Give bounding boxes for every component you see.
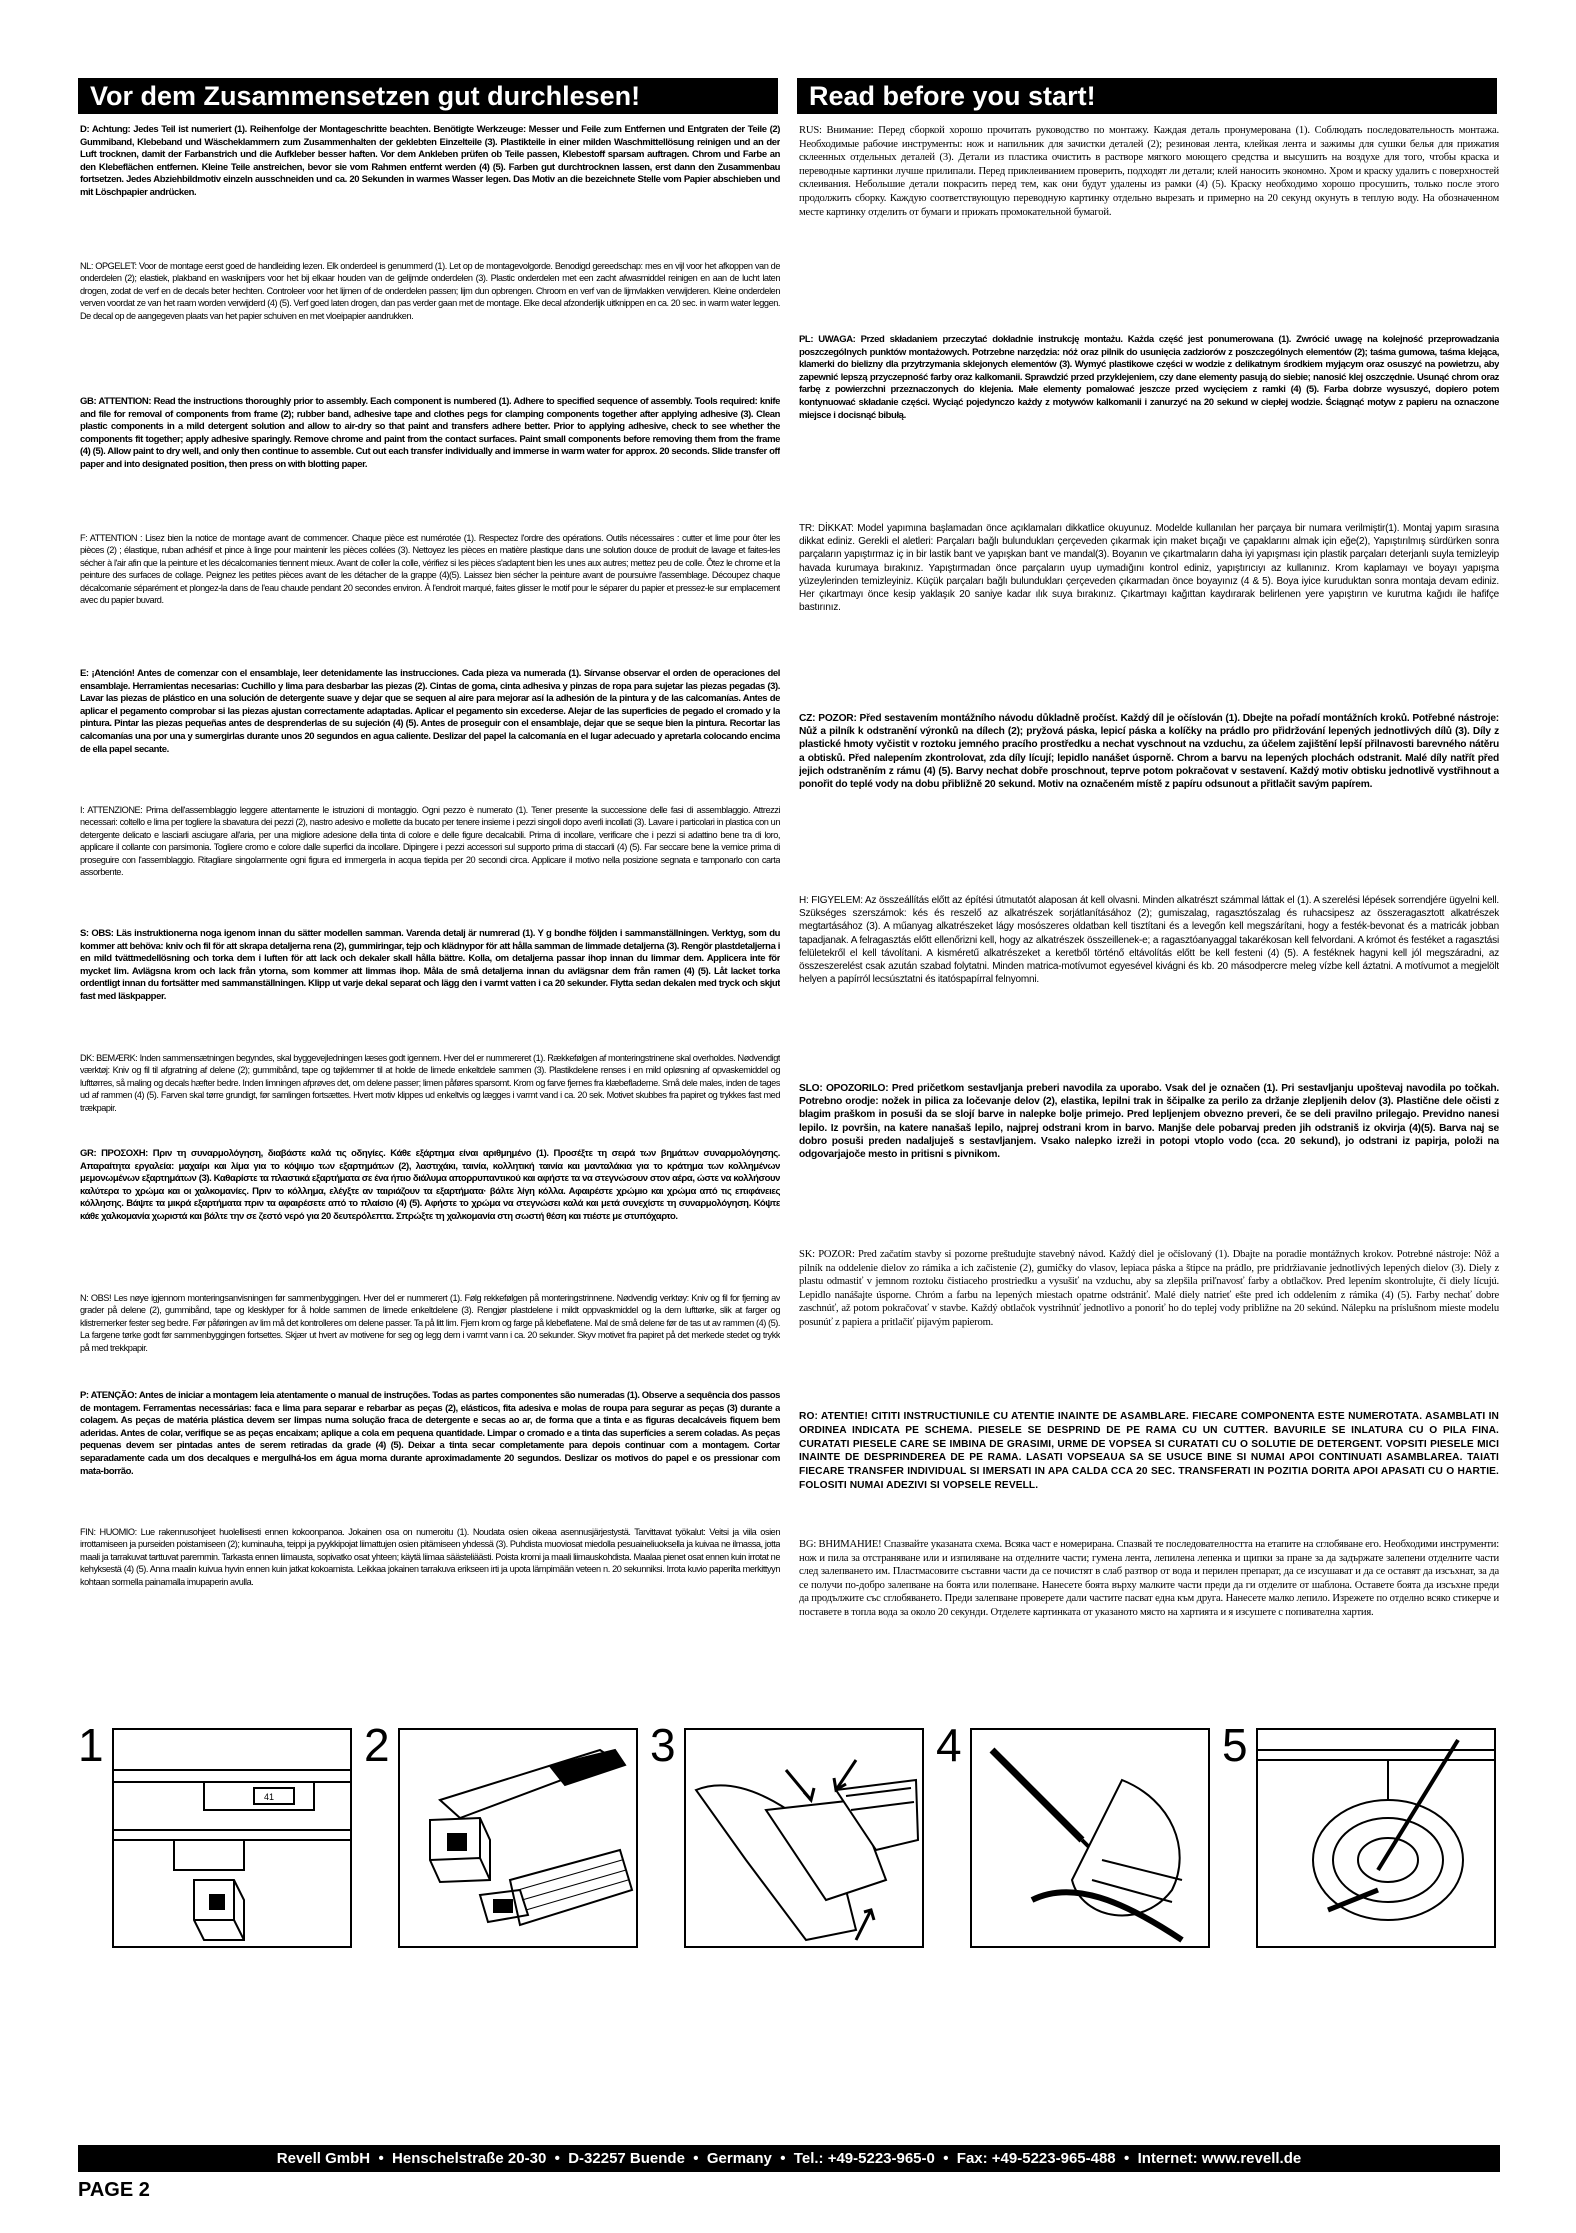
step-3 <box>650 1719 925 1952</box>
instruction-paragraph-no: N: OBS! Les nøye igjennom monteringsanvisningen før sammenbyggingen. Hver del er nummerert (1). Følg rekkefølgen på monteringstrinnene. Nødvendig verktøy: Kniv og fil for fjerning av grader på delene (2), gummibånd, tape og klesklyper for å holde sammen de limede enkeltdelene (3). Rengjør plastdelene i mildt oppvaskmiddel og la dem lufttørke, slik at farger og klistremerker fester seg bedre. Før påføringen av lim må det kontrolleres om delene passer. Ta på litt lim. Fjern krom og farge på klebeflatene. Mal de små delene før de tas ut av rammen (4) (5). La fargene tørke godt før sammenbyggingen fortsettes. Skjær ut hvert av motivene for seg og legg dem i varmt vann i ca. 20 sekunder. Skyv motivet fra papiret på det merkede stedet og trykk på med trekkpapir. <box>80 1293 780 1353</box>
step-illustrations <box>78 1719 1500 1952</box>
painting-on-frame-illustration-icon <box>1256 1728 1496 1948</box>
step-2 <box>364 1719 639 1952</box>
instruction-paragraph-de: D: Achtung: Jedes Teil ist numeriert (1). Reihenfolge der Montageschritte beachten. Benötigte Werkzeuge: Messer und Feile zum Entfernen und Entgraten der Teile (2) Gummiband, Klebeband und Wäscheklammern zum Zusammenhalten der geklebten Einzelteile (3). Plastikteile in einer milden Waschmittellösung reinigen und an der Luft trocknen, damit der Farbanstrich und die Aufkleber besser haften. Vor dem Ankleben prüfen ob Teile passen, Klebestoff sparsam auftragen. Chrom und Farbe an den Klebeflächen entfernen. Kleine Teile anstreichen, bevor sie vom Rahmen entfernt werden (4) (5). Farben gut durchtrocknen lassen, erst dann den Zusammenbau fortsetzen. Jedes Abziehbildmotiv einzeln ausschneiden und ca. 20 Sekunden in warmes Wasser legen. Das Motiv an die bezeichnete Stelle vom Papier abschieben und mit Löschpapier andrücken. <box>80 124 780 198</box>
step-1 <box>78 1719 353 1952</box>
instruction-paragraph-pt: P: ATENÇÃO: Antes de iniciar a montagem leia atentamente o manual de instruções. Todas as partes componentes são numeradas (1). Observe a sequência dos passos de montagem. Ferramentas necessárias: faca e lima para separar e rebarbar as peças (2), elásticos, fita adesiva e molas de roupa para segurar as peças (3) durante a colagem. As peças de matéria plástica devem ser limpas numa solução fraca de detergente e secas ao ar, de forma que a tinta e as figuras decalcáveis fiquem bem aderidas. Antes de colar, verifique se as peças encaixam; aplique a cola em pequena quantidade. Limpar o cromado e a tinta das superfícies a serem coladas. As peças pequenas devem ser pintadas antes de serem retiradas da grade (4) (5). Deixar a tinta secar completamente para depois continuar com a montagem. Cortar separadamente cada um dos decalques e mergulhá-los em água morna durante aproximadamente 20 segundos. Deslizar os motivos do papel e os pressionar com mata-borrão. <box>80 1390 780 1477</box>
step-number: 1 <box>78 1719 104 1771</box>
header-left-title: Vor dem Zusammensetzen gut durchlesen! <box>78 78 778 114</box>
step-number: 4 <box>936 1719 962 1771</box>
knife-and-file-illustration-icon <box>398 1728 638 1948</box>
step-number: 2 <box>364 1719 390 1771</box>
instruction-paragraph-ru: RUS: Внимание: Перед сборкой хорошо прочитать руководство по монтажу. Каждая деталь пронумерована (1). Соблюдать последовательность монтажа. Необходимые рабочие инструменты: нож и напильник для зачистки деталей (2); резиновая лента, клейкая лента и зажимы для сушки белья для прижатия склеенных отдельных деталей (3). Детали из пластика очистить в растворе мягкого моющего средства и высушить на воздухе для того, чтобы краска и переводные картинки лучше прилипали. Перед приклеиванием проверить, подходят ли детали; клей наносить экономно. Хром и краску удалить с поверхностей склеивания. Небольшие детали покрасить перед тем, как они будут удалены из рамки (4) (5). Краску необходимо хорошо просушить, только после этого продолжить сборку. Каждую соответствующую переводную картинку отдельно вырезать и примерно на 20 секунд окунуть в теплую воду. На обозначенном месте картинку отделить от бумаги и прижать промокательной бумагой. <box>799 125 1499 218</box>
instruction-paragraph-it: I: ATTENZIONE: Prima dell'assemblaggio leggere attentamente le istruzioni di montaggio. Ogni pezzo è numerato (1). Tener presente la successione delle fasi di assemblaggio. Attrezzi necessari: coltello e lima per togliere la sbavatura dei pezzi (2), nastro adesivo e mollette da bucato per tenere insieme i pezzi singoli dopo averli incollati (3). Lavare i particolari in plastica con un detergente delicato e lasciarli asciugare all'aria, per una migliore adesione della tinta di colore e delle figure decalcabili. Prima di incollare, verificare che i pezzi si adattino bene tra di loro, applicare il collante con parsimonia. Togliere cromo e colore dalle superfici da incollare. Dipingere i pezzi accessori sul supporto prima di staccarli (4) (5). Far seccare bene la vernice prima di proseguire con l'assemblaggio. Ritagliare singolarmente ogni figura ed immergerla in acqua tiepida per 20 secondi circa. Applicare il motivo nella posizione segnata e tamponarlo con carta assorbente. <box>80 805 780 878</box>
instruction-paragraph-es: E: ¡Atención! Antes de comenzar con el ensamblaje, leer detenidamente las instrucciones. Cada pieza va numerada (1). Sírvanse observar el orden de operaciones del ensamblaje. Herramientas necesarias: Cuchillo y lima para desbarbar las piezas (2). Cintas de goma, cinta adhesiva y pinzas de ropa para sujetar las piezas pegadas (3). Lavar las piezas de plástico en una solución de detergente suave y dejar que se sequen al aire para mejorar así la adhesión de la pintura y de las calcomanías. Antes de aplicar el pegamento comprobar si las piezas ajustan correctamente adaptadas. Aplicar el pegamento sin excederse. Alejar de las superficies de pegado el cromado y la pintura. Pintar las piezas pequeñas antes de desprenderlas de su sujeción (4) (5). Antes de proseguir con el ensamblaje, dejar que se seque bien la pintura. Recortar las calcomanías una por una y sumergirlas durante unos 20 segundos en agua caliente. Deslizar del papel la calcomanía en el lugar adecuado y apretarla colocando encima de ella papel secante. <box>80 668 780 755</box>
svg-text:41: 41 <box>264 1792 275 1802</box>
clamping-glued-parts-illustration-icon <box>684 1728 924 1948</box>
instruction-paragraph-se: S: OBS: Läs instruktionerna noga igenom innan du sätter modellen samman. Varenda detalj är numrerad (1). Y g bondhe följden i sammanställningen. Verktyg, som du kommer att behöva: kniv och fil för att skrapa detaljerna rena (2), gummiringar, tejp och klädnypor för att hålla samman de limmade detaljerna (3). Rengör plastdetaljerna i en mild tvättmedellösning och torka dem i luften för att lack och dekaler skall hålla bättre. Kolla, om detaljerna passar ihop innan du limmar dem. Applicera inte för mycket lim. Avlägsna krom och lack från ytorna, som kommer att limmas ihop. Måla de små detaljerna innan du avlägsnar dem från ramen (4) (5). Låt lacket torka ordentligt innan du fortsätter med sammanställningen. Klipp ut varje dekal separat och lägg den i varmt vatten i ca 20 sekunder. Flytta sedan dekalen med tryck och skjut fast med läskpapper. <box>80 928 780 1002</box>
header-right-title: Read before you start! <box>797 78 1497 114</box>
instruction-paragraph-hu: H: FIGYELEM: Az összeállítás előtt az építési útmutatót alaposan át kell olvasni. Minden alkatrészt számmal láttak el (1). A szerelési lépések sorrendjére ügyelni kell. Szükséges szerszámok: kés és reszelő az alkatrészek sorjátlanításához (2); gumiszalag, ragasztószalag és ruhacsipesz az összeragasztott alkatrészek megtartásához (3). A műanyag alkatrészeket lágy mosószeres oldatban kell tisztítani és a levegőn kell megszárítani, hogy a festék-bevonat és a matricák jobban tapadjanak. A felragasztás előtt ellenőrizni kell, hogy az alkatrészek összeillenek-e; a ragasztóanyaggal takarékosan kell felvordani. A krómot és festéket a ragasztási felületekről el kell távolítani. A kisméretű alkatrészeket a keretből történő eltávolítás előtt be kell festeni (4) (5). A festéknek hagyni kell jól megszáradni, az összeszerelést csak azután szabad folytatni. Minden matrica-motívumot egyesével kivágni és kb. 20 másodpercre meleg vízbe kell áztatni. A motívumot a megjelölt helyen a papírról lecsúsztatni és itatóspapírral felnyomni. <box>799 895 1499 986</box>
instruction-paragraph-fi: FIN: HUOMIO: Lue rakennusohjeet huolellisesti ennen kokoonpanoa. Jokainen osa on numeroitu (1). Noudata osien oikeaa asennusjärjestystä. Tarvittavat työkalut: Veitsi ja viila osien irrottamiseen ja purseiden poistamiseen (2); kuminauha, teippi ja pyykkipojat liimattujen osien pitämiseen yhdessä (3). Puhdista muoviosat miedolla pesuaineliuoksella ja kuivaa ne ilmassa, jotta maali ja tarrakuvat tarttuvat paremmin. Tarkasta ennen liimausta, sopivatko osat yhteen; käytä liimaa säästeliäästi. Poista kromi ja maali liimauskohdista. Maalaa pienet osat ennen kuin irrotat ne kehyksestä (4) (5). Anna maalin kuivua hyvin ennen kuin jatkat kokoamista. Leikkaa jokainen tarrakuva erikseen irti ja upota lämpimään veteen n. 20 sekunniksi. Irrota kuvio paperilta merkittyyn kohtaan sormella painamalla imupaperin avulla. <box>80 1527 780 1587</box>
instruction-paragraph-slo: SLO: OPOZORILO: Pred pričetkom sestavljanja preberi navodila za uporabo. Vsak del je označen (1). Pri sestavljanju upoštevaj navodila po točkah. Potrebno orodje: nožek in pilica za ločevanje delov (2), elastika, lepilni trak in ščipalke za perilo za držanje zlepljenih delov (3). Plastične dele očisti z blagim praškom in posuši da se slojí barve in nalepke bolje primejo. Pred lepljenjem obvezno preveri, če se deli pravilno prilegajo. Previdno nanesi lepilo. Iz površin, na katere nanašaš lepilo, najprej odstrani krom in barvo. Manjše dele pobarvaj preden jih odstraniš iz okvirja (4)(5). Barva naj se dobro posuši preden nadaljuješ s sestavljanjem. Vsako nalepko izreži in potopi vtoplo vodo (cca. 20 sekund), jo odstrani iz papirja, položi na odgovarjajoče mesto in pritisni s pivnikom. <box>799 1083 1499 1161</box>
instruction-paragraph-sk: SK: POZOR: Pred začatím stavby si pozorne preštudujte stavebný návod. Každý diel je očíslovaný (1). Dbajte na poradie montážnych krokov. Potrebné nástroje: Nôž a pilník na oddelenie dielov zo rámika a ich začistenie (2), gumičky do vlasov, lepiaca páska a štipce na prádlo, pre pridržiavanie jednotlivých lepených dielov (3). Diely z plastu odmastiť v jemnom roztoku čistiaceho prostriedku a vysušiť na vzduchu, aby sa zlepšila priľnavosť farby a obtlačkov. Pred lepením skontrolujte, či diely lícujú. Lepidlo nanášajte úsporne. Chróm a farbu na lepených miestach opatrne odstrániť. Malé diely natrieť ešte pred ich oddelením z rámika (4) (5). Farby nechať dobre zaschnúť, až potom pokračovať v stavbe. Každý obtlačok vystrihnúť jednotlivo a ponoriť ho do teplej vody približne na 20 sekúnd. Nálepku na príslušnom mieste modelu posunúť z papiera a pritlačiť pijavým papierom. <box>799 1249 1499 1328</box>
instruction-paragraph-nl: NL: OPGELET: Voor de montage eerst goed de handleiding lezen. Elk onderdeel is genummerd (1). Let op de montagevolgorde. Benodigd gereedschap: mes en vijl voor het afkoppen van de onderdelen (2); elastiek, plakband en wasknijpers voor het bij elkaar houden van de gelijmde onderdelen (3). Plastic onderdelen met een zacht afwasmiddel reinigen en aan de lucht laten drogen, zodat de verf en de decals beter hechten. Controleer voor het lijmen of de onderdelen passen; lijm dun opbrengen. Chroom en verf van de lijmvlakken verwijderen. Kleine onderdelen verven voordat ze van het raam worden verwijderd (4) (5). Verf goed laten drogen, dan pas verder gaan met de montage. Elke decal afzonderlijk uitknippen en ca. 20 sec. in warm water leggen. De decal op de aangegeven plaats van het papier schuiven en met vloeipapier aandrukken. <box>80 261 780 321</box>
instruction-paragraph-bg: BG: ВНИМАНИЕ! Спазвайте указаната схема. Всяка част е номерирана. Спазвай те последователността на етапите на сглобяване его. Необходими инструменти: нож и пила за отстраняване или и изпиляване на отделните части; гумена лента, лепилена лепенка и щипки за пране за да задържате залепени отделните части след залепването им. Пластмасовите съставни части да се почистят в слаб разтвор от вода и перилен препарат, да се изсушават и да се оставят да изсъхнат, за да се получи по-добро залепване на боята или полепване. Нанесете боята върху малките части преди да ги отделите от шаблона. Оставете боята да изсъхне преди да продължите със сглобяването. Преди залепване проверете дали частите пасват една към друга. Нанесете малко лепило. Изрежете по отделно всяко стикерче и поставете в топла вода за около 20 секунди. Отделете картинката от указаното място на хартията и я изсушете с попивателна хартия. <box>799 1539 1499 1618</box>
instruction-paragraph-gr: GR: ΠΡΟΣΟΧΗ: Πριν τη συναρμολόγηση, διαβάστε καλά τις οδηγίες. Κάθε εξάρτημα είναι αριθμημένο (1). Προσέξτε τη σειρά των βημάτων συναρμολόγησης. Απαραίτητα εργαλεία: μαχαίρι και λίμα για το κόψιμο των εξαρτημάτων (2), λαστιχάκι, ταινία, κολλητική ταινία και μανταλάκια για το κράτημα των κολλημένων μεμονωμένων εξαρτημάτων (3). Καθαρίστε τα πλαστικά εξαρτήματα σε ένα ήπιο διάλυμα απορρυπαντικού και αφήστε τα να στεγνώσουν στον αέρα, ώστε να κολλήσουν καλύτερα το χρώμα και οι χαλκομανίες. Πριν το κόλλημα, ελέγξτε αν ταιριάζουν τα εξαρτήματα· βάλτε λίγη κόλλα. Αφαιρέστε χρώμιο και χρώμα από τις επιφάνειες κόλλησης. Βάψτε τα μικρά εξαρτήματα πριν τα αφαιρέσετε από το πλαίσιο (4) (5). Αφήστε το χρώμα να στεγνώσει καλά και μετά συνεχίστε τη συναρμολόγηση. Κόψτε κάθε χαλκομανία χωριστά και βάλτε την σε ζεστό νερό για 20 δευτερόλεπτα. Σπρώξτε τη χαλκομανία στη σωστή θέση και πιέστε με στυπόχαρτο. <box>80 1148 780 1222</box>
sprue-cutting-illustration-icon <box>112 1728 352 1948</box>
instruction-paragraph-fr: F: ATTENTION : Lisez bien la notice de montage avant de commencer. Chaque pièce est numérotée (1). Respectez l'ordre des opérations. Outils nécessaires : cutter et lime pour ôter les pièces (2) ; élastique, ruban adhésif et pince à linge pour maintenir les pièces collées (3). Nettoyez les pièces en matière plastique dans une solution douce de produit de lavage et faites-les sécher à l'air afin que la peinture et les décalcomanies tiennent mieux. Avant de coller la colle, vérifiez si les pièces s'adaptent bien les unes aux autres; mettez peu de colle. Ôtez le chrome et la peinture des surfaces de collage. Peignez les petites pièces avant de les détacher de la grappe (4)(5). Laissez bien sécher la peinture avant de poursuivre l'assemblage. Découpez chaque décalcomanie séparément et plongez-la dans de l'eau chaude pendant 20 secondes environ. À l'endroit marqué, faites glisser le motif pour le séparer du papier et pressez-le sur emplacement avec du papier buvard. <box>80 533 780 606</box>
step-number: 3 <box>650 1719 676 1771</box>
step-5 <box>1222 1719 1497 1952</box>
footer-contact-bar: Revell GmbH • Henschelstraße 20-30 • D-32257 Buende • Germany • Tel.: +49-5223-965-0 • Fax: +49-5223-965-488 • Internet: www.revell.de <box>78 2145 1500 2172</box>
page-number-label: PAGE 2 <box>78 2179 150 2201</box>
painting-small-part-illustration-icon <box>970 1728 1210 1948</box>
instruction-paragraph-gb: GB: ATTENTION: Read the instructions thoroughly prior to assembly. Each component is numbered (1). Adhere to specified sequence of assembly. Tools required: knife and file for removal of components from frame (2); rubber band, adhesive tape and clothes pegs for clamping components together after applying adhesive (3). Clean plastic components in a mild detergent solution and allow to air-dry so that paint and transfers adhere better. Prior to applying adhesive, check to see whether the components fit together; apply adhesive sparingly. Remove chrome and paint from the contact surfaces. Paint small components before removing them from the frame (4) (5). Allow paint to dry well, and only then continue to assemble. Cut out each transfer individually and immerse in warm water for approx. 20 seconds. Slide transfer off paper and into designated position, then press on with blotting paper. <box>80 396 780 470</box>
right-text-column <box>799 124 1499 1706</box>
instruction-paragraph-ro: RO: ATENTIE! CITITI INSTRUCTIUNILE CU ATENTIE INAINTE DE ASAMBLARE. FIECARE COMPONENTA ESTE NUMEROTATA. ASAMBLATI IN ORDINEA INDICATA PE SCHEMA. PIESELE SE DESPRIND DE PE RAMA CU UN CUTTER. BAVURILE SE INLATURA CU O PILA FINA. CURATATI PIESELE CARE SE IMBINA DE GRASIMI, URME DE VOPSEA SI CURATATI CU O SOLUTIE DE DETERGENT. VOPSITI PIESELE MICI INAINTE DE DESPRINDEREA DE PE RAMA. LASATI VOPSEAUA SA SE USUCE BINE SI NUMAI APOI CONTINUATI ASAMBLAREA. TAIATI FIECARE TRANSFER INDIVIDUAL SI IMERSATI IN APA CALDA CCA 20 SEC. TRANSFERATI IN POZITIA DORITA APOI APASATI CU O HARTIE. FOLOSITI NUMAI ADEZIVI SI VOPSELE REVELL. <box>799 1411 1499 1491</box>
instruction-paragraph-dk: DK: BEMÆRK: Inden sammensætningen begyndes, skal byggevejledningen læses godt igennem. Hver del er nummereret (1). Rækkefølgen af monteringstrinene skal overholdes. Nødvendigt værktøj: Kniv og fil til afgratning af delene (2); gummibånd, tape og tøjklemmer til at holde de limede enkeltdele sammen (3). Plastikdelene renses i en mild opløsning af opvaskemiddel og lufttørres, så maling og decals hæfter bedre. Inden limningen afprøves det, om delene passer; limen påføres sparsomt. Krom og farve fjernes fra klæbefladerne. Små dele males, inden de tages ud af rammen (4) (5). Farven skal tørre grundigt, før samlingen fortsættes. Hvert motiv klippes ud enkeltvis og lægges i varmt vand i ca. 20 sek. Motivet skubbes fra papiret og trykkes fast med trækpapir. <box>80 1053 780 1113</box>
left-text-column <box>80 124 780 1628</box>
instruction-paragraph-cz: CZ: POZOR: Před sestavením montážního návodu důkladně pročíst. Každý díl je očíslován (1). Dbejte na pořadí montážních kroků. Potřebné nástroje: Nůž a pilník k odstranění výronků na dílech (2); pryžová páska, lepicí páska a kolíčky na prádlo pro přidržování lepených jednotlivých dílů (3). Díly z plastické hmoty vyčistit v roztoku jemného pracího prostředku a nechat vyschnout na vzduchu, za účelem zajištění lepší přilnavosti barevného nátěru a obtisků. Před nalepením zkontrolovat, zda díly lícují; lepidlo nanášet úsporně. Chrom a barvu na lepených plochách odstranit. Malé díly natřít před jejich odstraněním z rámu (4) (5). Barvy nechat dobře proschnout, teprve potom pokračovat v sestavení. Každý motiv obtisku jednotlivě vystřihnout a ponořit do teplé vody na dobu přibližně 20 sekund. Motiv na označeném místě z papíru odsunout a přitlačit savým papírem. <box>799 713 1499 791</box>
step-number: 5 <box>1222 1719 1248 1771</box>
step-4 <box>936 1719 1211 1952</box>
instruction-paragraph-tr: TR: DİKKAT: Model yapımına başlamadan önce açıklamaları dikkatlice okuyunuz. Modelde kullanılan her parçaya bir numara verilmiştir(1). Montaj yapım sırasına dikkat ediniz. Gerekli el aletleri: Parçaları bağlı bulundukları çerçeveden çıkarmak için maket bıçağı ve çapaklarını almak için eğe(2), Yapıştırılmış sürdürken sonra parçaların yapıştırmaz iç in bir lastik bant ve yapışkan bant ve mandal(3). Boyanın ve çıkartmaların daha iyi yapışması için plastik parçaları deterjanlı suyla temizleyip havada kurumaya bırakınız. Yapıştırmadan önce parçaların uyup uymadığını kontrol ediniz, yapıştırıcıyı az kullanınız. Krom kaplamayı ve boyayı yapışma yüzeylerinden temizleyiniz. Küçük parçaları bağlı bulundukları çerçeveden çıkarmadan önce boyayınız (4 & 5). Boya iyice kuruduktan sonra montaja devam ediniz. Her çıkartmayı önce kesip yaklaşık 20 saniye kadar ılık suya bırakınız. Çıkartmayı kağıttan kaydırarak belirlenen yere yapıştırın ve kurutma kağıdı ile hafifçe bastırınız. <box>799 523 1499 614</box>
instruction-paragraph-pl: PL: UWAGA: Przed składaniem przeczytać dokładnie instrukcję montażu. Każda część jest ponumerowana (1). Zwrócić uwagę na kolejność przeprowadzania poszczególnych punktów montażowych. Potrzebne narzędzia: nóż oraz pilnik do usunięcia zadziorów z poszczególnych elementów (2); taśma gumowa, taśma klejąca, klamerki do bielizny dla przytrzymania sklejonych elementów (3). Wymyć plastikowe części w wodzie z delikatnym środkiem myjącym oraz osuszyć na powietrzu, aby zapewnić lepszą przyczepność farby oraz kalkomanii. Sprawdzić przed przyklejeniem, czy dane elementy pasują do siebie; nanosić klej oszczędnie. Usunąć chrom oraz farbę z powierzchni przeznaczonych do klejenia. Małe elementy pomalować jeszcze przed wycięciem z ramki (4) (5). Farba dobrze wysuszyć, dopiero potem kontynuować składanie części. Wyciąć pojedynczo każdy z motywów kalkomanii i zanurzyć na 20 sekund w ciepłej wodzie. Ściągnąć motyw z papieru na oznaczone miejsce i docisnąć bibułą. <box>799 334 1499 421</box>
